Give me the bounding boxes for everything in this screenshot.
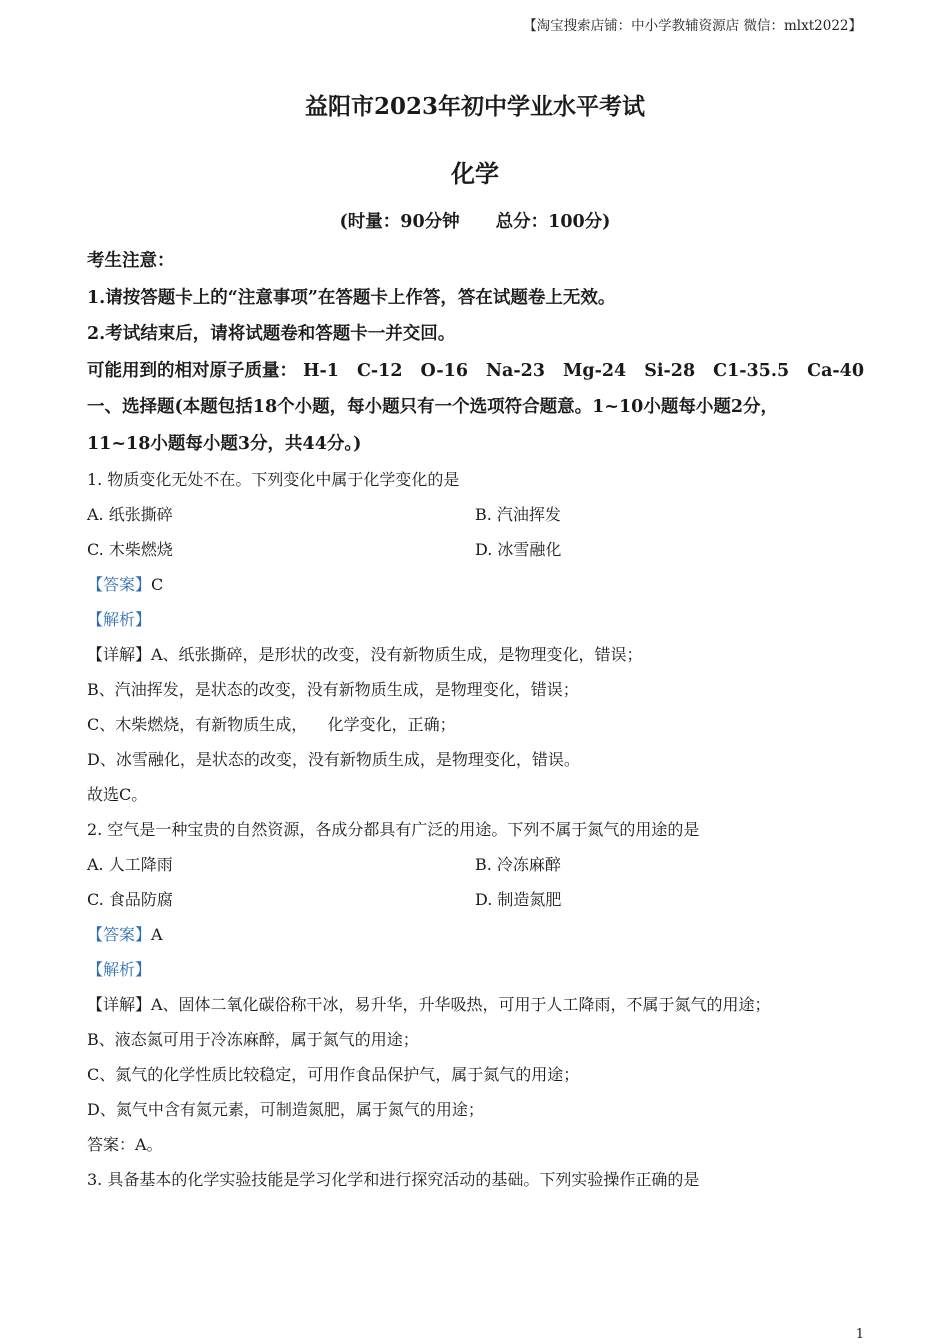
- answer-line: [87, 917, 867, 952]
- notice-item-2: 2.考试结束后，请将试题卷和答题卡一并交回。: [87, 324, 456, 344]
- analysis-label: 【解析】: [87, 960, 152, 979]
- option-d: D. 制造氮肥: [475, 890, 562, 909]
- option-b: B. 冷冻麻醉: [475, 855, 561, 874]
- exam-time: (时量：90分钟: [339, 212, 460, 232]
- option-b: B. 汽油挥发: [475, 505, 561, 524]
- detail-line: C、木柴燃烧，有新物质生成， 化学变化，正确；: [87, 715, 456, 734]
- detail-line: B、液态氮可用于冷冻麻醉，属于氮气的用途；: [87, 1030, 419, 1049]
- notice-heading: 考生注意：: [87, 251, 175, 271]
- answer-value: C: [151, 575, 164, 594]
- section-heading-line-2: 11~18小题每小题3分，共44分。): [87, 433, 362, 454]
- options-row: [87, 882, 867, 917]
- question-stem: 3. 具备基本的化学实验技能是学习化学和进行探究活动的基础。下列实验操作正确的是: [87, 1170, 700, 1189]
- option-d: D. 冰雪融化: [475, 540, 562, 559]
- analysis-label: 【解析】: [87, 610, 152, 629]
- answer-line: [87, 567, 867, 602]
- atomic-mass: O-16: [420, 360, 469, 381]
- atomic-mass: Na-23: [486, 360, 545, 381]
- option-c: C. 木柴燃烧: [87, 540, 173, 559]
- detail-line: 【详解】A、固体二氧化碳俗称干冰，易升华，升华吸热，可用于人工降雨，不属于氮气的用途；: [87, 995, 771, 1014]
- detail-line: 【详解】A、纸张撕碎，是形状的改变，没有新物质生成，是物理变化，错误；: [87, 645, 643, 664]
- conclusion-line: 答案：A。: [87, 1135, 163, 1154]
- exam-title: 益阳市2023年初中学业水平考试: [304, 93, 645, 120]
- section-heading-line-1: 一、选择题(本题包括18个小题，每小题只有一个选项符合题意。1~10小题每小题2分，: [87, 397, 778, 417]
- option-a: A. 纸张撕碎: [87, 505, 173, 524]
- header-note: 【淘宝搜索店铺：中小学教辅资源店 微信：mlxt2022】: [523, 18, 862, 34]
- conclusion-line: 故选C。: [87, 785, 148, 804]
- options-row: [87, 532, 867, 567]
- detail-line: D、冰雪融化，是状态的改变，没有新物质生成，是物理变化，错误。: [87, 750, 580, 769]
- page-number: 1: [855, 1327, 864, 1342]
- atomic-mass: C-12: [356, 360, 403, 381]
- question-stem: 1. 物质变化无处不在。下列变化中属于化学变化的是: [87, 470, 460, 489]
- detail-line: B、汽油挥发，是状态的改变，没有新物质生成，是物理变化，错误；: [87, 680, 579, 699]
- question-stem: 2. 空气是一种宝贵的自然资源，各成分都具有广泛的用途。下列不属于氮气的用途的是: [87, 820, 700, 839]
- notice-item-1: 1.请按答题卡上的“注意事项”在答题卡上作答，答在试题卷上无效。: [87, 287, 616, 308]
- atomic-mass: Ca-40: [807, 360, 865, 381]
- atomic-mass: H-1: [303, 360, 339, 381]
- options-row: [87, 497, 867, 532]
- option-a: A. 人工降雨: [87, 855, 173, 874]
- detail-line: D、氮气中含有氮元素，可制造氮肥，属于氮气的用途；: [87, 1100, 484, 1119]
- exam-meta: [0, 208, 950, 233]
- answer-label: 【答案】: [87, 925, 152, 944]
- atomic-masses-label: 可能用到的相对原子质量：: [87, 360, 297, 381]
- answer-label: 【答案】: [87, 575, 152, 594]
- answer-value: A: [151, 925, 163, 944]
- exam-score: 总分：100分): [495, 212, 611, 232]
- atomic-mass: Mg-24: [563, 360, 627, 381]
- options-row: [87, 847, 867, 882]
- atomic-masses: [87, 353, 867, 390]
- atomic-mass: C1-35.5: [713, 360, 790, 381]
- detail-line: C、氮气的化学性质比较稳定，可用作食品保护气，属于氮气的用途；: [87, 1065, 580, 1084]
- option-c: C. 食品防腐: [87, 890, 173, 909]
- subject-title: 化学: [451, 159, 499, 188]
- atomic-mass: Si-28: [644, 360, 696, 381]
- document-body: [87, 243, 867, 1197]
